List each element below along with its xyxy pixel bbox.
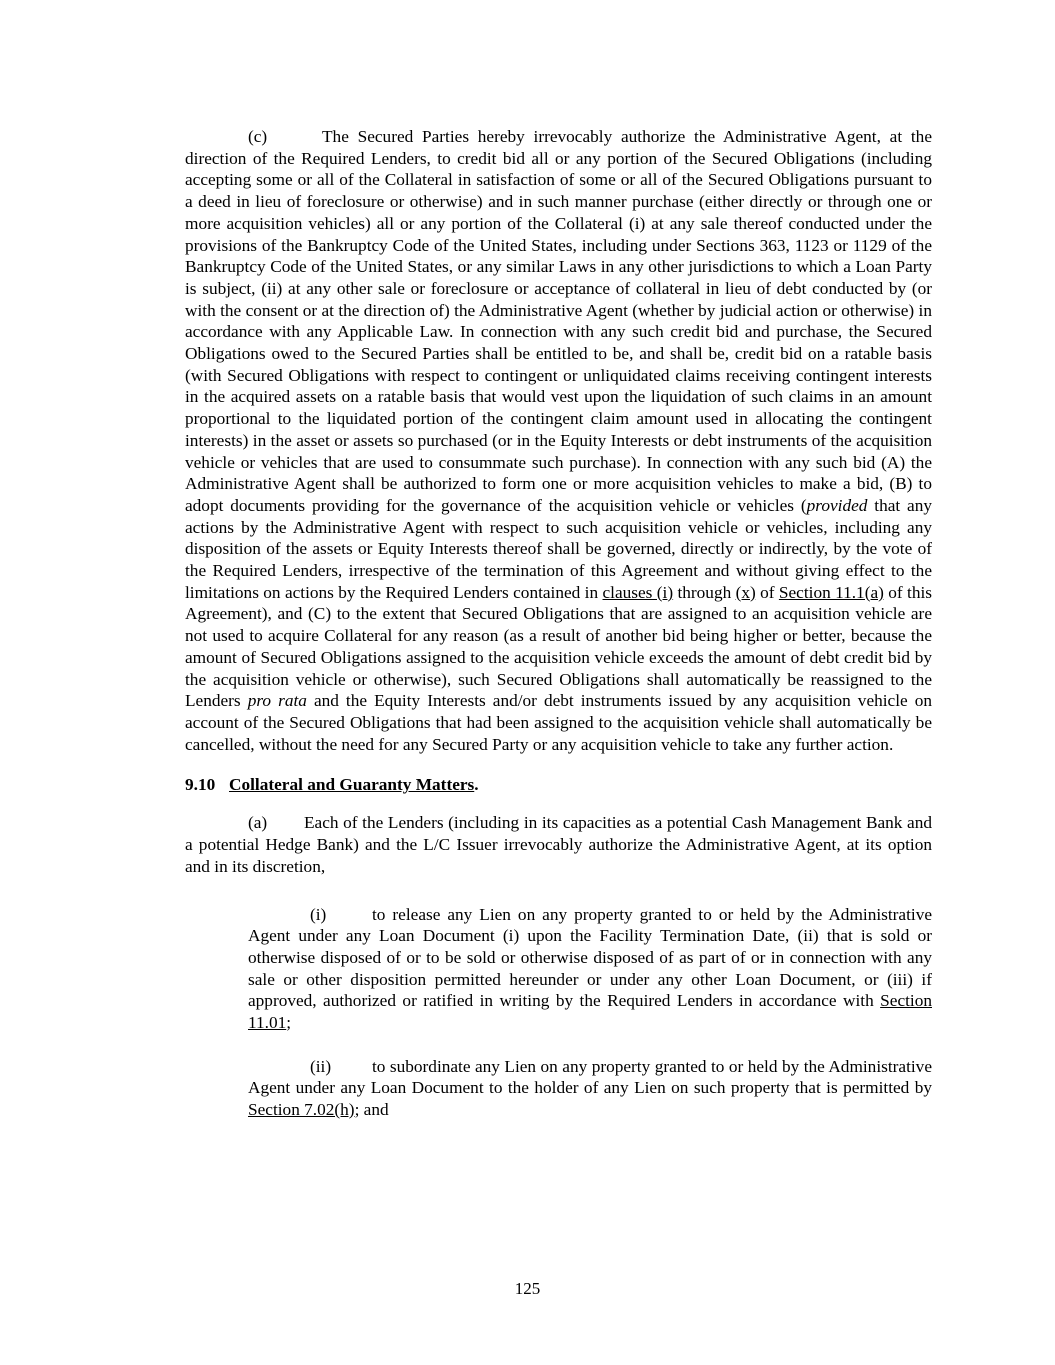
text-segment: The Secured Parties hereby irrevocably authorize the Administrative Agent, at the direction of the Required Lenders, to credit bid all or any portion of the Secured Obligations (including accepting some or all of the Collateral in satisfaction of some or all of the Secured Obligations pursuant to a deed in lieu of foreclosure or otherwise) and in such manner purchase (either directly or through one or more acquisition vehicles) all or any portion of the Collateral (i) at any sale thereof conducted under the provisions of the Bankruptcy Code of the United States, including under Sections 363, 1123 or 1129 of the Bankruptcy Code of the United States, or any similar Laws in any other jurisdictions to which a Loan Party is subject, (ii) at any other sale or foreclosure or acceptance of collateral in lieu of debt conducted by (or with the consent or at the direction of) the Administrative Agent (whether by judicial action or otherwise) in accordance with any Applicable Law. In connection with any such credit bid and purchase, the Secured Obligations owed to the Secured Parties shall be entitled to be, and shall be, credit bid on a ratable basis (with Secured Obligations with respect to contingent or unliquidated claims receiving contingent interests in the acquired assets on a ratable basis that would vest upon the liquidation of such claims in an amount proportional to the liquidated portion of the contingent claim amount used in allocating the contingent interests) in the asset or assets so purchased (or in the Equity Interests or debt instruments of the acquisition vehicle or vehicles that are used to consummate such purchase). In connection with any such bid (A) the Administrative Agent shall be authorized to form one or more acquisition vehicles to make a bid, (B) to adopt documents providing for the governance of the acquisition vehicle or vehicles ( bbox=[185, 127, 932, 515]
document-content bbox=[185, 126, 932, 1143]
paragraph-c-text bbox=[185, 127, 932, 754]
list-item-i-label: (i) bbox=[310, 904, 327, 924]
section-title: Collateral and Guaranty Matters bbox=[229, 775, 475, 795]
section-number: 9.10 bbox=[185, 775, 216, 795]
section-reference: Section 11.01 bbox=[248, 991, 932, 1033]
paragraph-a-text: Each of the Lenders (including in its capacities as a potential Cash Management Bank and a potential Hedge Bank) and the L/C Issuer irrevocably authorize the Administrative Agent, at its option and in its discretion, bbox=[185, 813, 932, 876]
paragraph-a-label: (a) bbox=[248, 813, 268, 833]
clause-reference: clauses (i) bbox=[602, 582, 674, 602]
text-segment: that any actions by the Administrative Agent with respect to such acquisition vehicle or vehicles, including any disposition of the assets or Equity Interests thereof shall be governed, directly or indirectly, by the vote of the Required Lenders, irrespective of the termination of this Agreement and without giving effect to the limitations on actions by the Required Lenders contained in bbox=[185, 495, 932, 602]
text-segment: to release any Lien on any property granted to or held by the Administrative Agent under any Loan Document (i) upon the Facility Termination Date, (ii) that is sold or otherwise disposed of or to be sold or otherwise disposed of as part of or in connection with any sale or other disposition permitted hereunder or under any other Loan Document, or (iii) if approved, authorized or ratified in writing by the Required Lenders in accordance with bbox=[248, 904, 932, 1011]
paragraph-a bbox=[185, 812, 932, 877]
text-segment: of this Agreement), and (C) to the extent that Secured Obligations that are assigned to an acquisition vehicle are not used to acquire Collateral for any reason (as a result of another bid being higher or better, because the amount of Secured Obligations assigned to the acquisition vehicle exceeds the amount of debt credit bid by the acquisition vehicle or otherwise), such Secured Obligations shall automatically be reassigned to the Lenders bbox=[185, 582, 932, 711]
section-reference: Section 11.1(a) bbox=[778, 582, 884, 602]
list-item-ii bbox=[248, 1056, 932, 1121]
page-number: 125 bbox=[514, 1279, 541, 1298]
list-item-ii-label: (ii) bbox=[310, 1056, 332, 1076]
clause-reference: (x) bbox=[735, 582, 756, 602]
text-segment: ; bbox=[286, 1013, 292, 1033]
section-reference: Section 7.02(h) bbox=[248, 1100, 355, 1120]
italic-provided: provided bbox=[806, 495, 868, 515]
text-segment: through bbox=[673, 582, 736, 602]
paragraph-c bbox=[185, 126, 932, 755]
list-item-i bbox=[248, 904, 932, 1034]
text-segment: and the Equity Interests and/or debt instruments issued by any acquisition vehicle on account of the Secured Obligations that had been assigned to the acquisition vehicle shall automatically be cancelled, without the need for any Secured Party or any acquisition vehicle to take any further action. bbox=[185, 691, 933, 754]
text-segment: of bbox=[755, 582, 779, 602]
text-segment: to subordinate any Lien on any property granted to or held by the Administrative Agent under any Loan Document to the holder of any Lien on such property that is permitted by bbox=[248, 1056, 932, 1098]
section-heading-9-10 bbox=[185, 774, 932, 796]
text-segment: ; and bbox=[354, 1100, 389, 1120]
section-title-suffix: . bbox=[474, 775, 479, 795]
paragraph-c-label: (c) bbox=[248, 127, 268, 146]
italic-pro-rata: pro rata bbox=[247, 691, 307, 711]
